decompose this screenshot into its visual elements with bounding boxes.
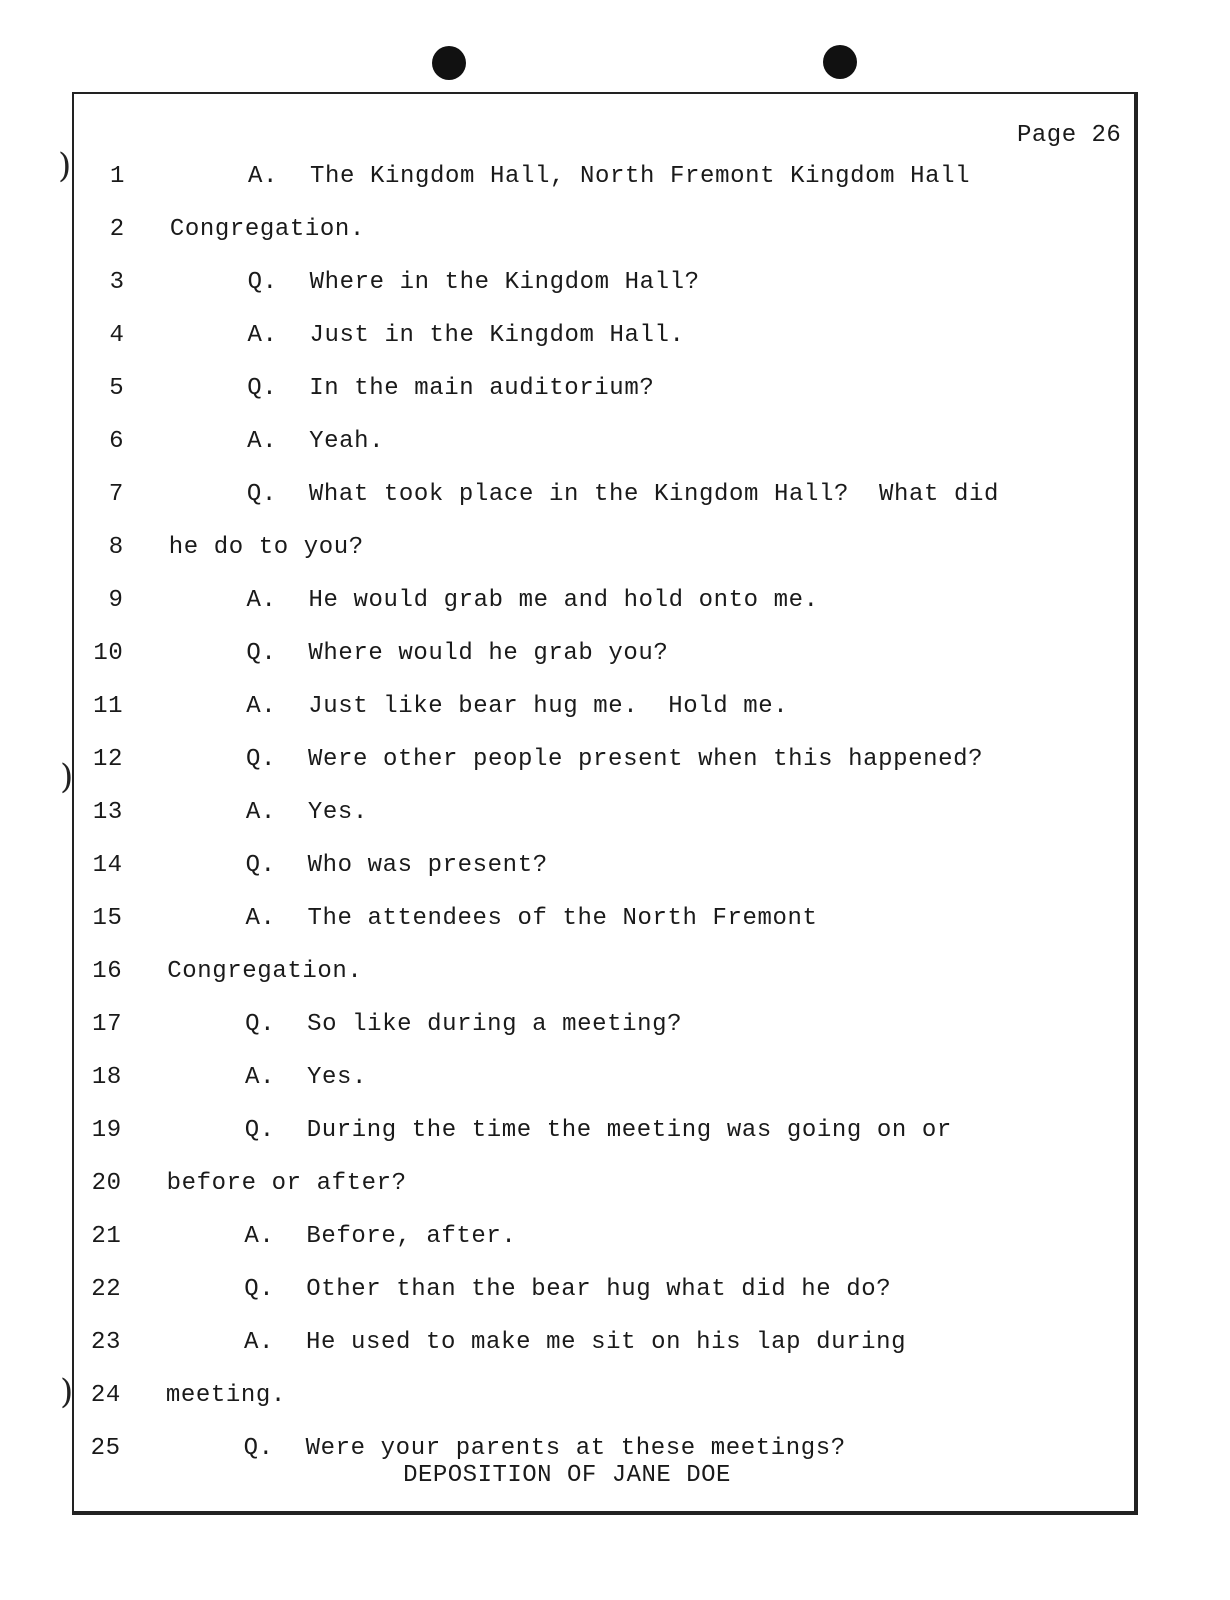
speaker-label: Q. — [244, 1117, 275, 1144]
speaker-label: A. — [244, 1329, 275, 1356]
line-number: 10 — [93, 640, 124, 667]
line-number: 15 — [92, 905, 123, 932]
speaker-label: Q. — [244, 1276, 275, 1303]
line-text: Who was present? — [307, 852, 548, 879]
transcript-line — [0, 481, 1230, 511]
transcript-line — [0, 640, 1230, 670]
line-number: 19 — [91, 1117, 122, 1144]
line-number: 23 — [91, 1329, 122, 1356]
speaker-label: A. — [247, 428, 278, 455]
line-text: Congregation. — [167, 958, 363, 985]
margin-bracket-mark: ) — [58, 146, 72, 186]
speaker-label: A. — [245, 799, 276, 826]
transcript-line — [0, 958, 1230, 988]
transcript-line — [0, 1064, 1230, 1094]
line-text: He would grab me and hold onto me. — [308, 587, 819, 614]
line-text: Congregation. — [169, 216, 365, 243]
transcript-line — [0, 1170, 1230, 1200]
speaker-label: A. — [246, 693, 277, 720]
speaker-label: Q. — [247, 375, 278, 402]
line-text: Were other people present when this happened? — [308, 746, 984, 773]
line-number: 7 — [108, 481, 124, 508]
speaker-label: Q. — [245, 1011, 276, 1038]
line-text: Yes. — [306, 1064, 367, 1091]
line-text: Where in the Kingdom Hall? — [309, 269, 700, 296]
transcript-line — [0, 1435, 1230, 1465]
transcript-line — [0, 1011, 1230, 1041]
speaker-label: A. — [248, 163, 279, 190]
speaker-label: A. — [245, 905, 276, 932]
transcript-line — [0, 1329, 1230, 1359]
line-number: 22 — [91, 1276, 122, 1303]
line-text: So like during a meeting? — [307, 1011, 683, 1038]
line-text: Other than the bear hug what did he do? — [306, 1276, 892, 1303]
line-number: 21 — [91, 1223, 122, 1250]
line-text: He used to make me sit on his lap during — [306, 1329, 907, 1356]
line-text: Just like bear hug me. Hold me. — [308, 693, 789, 720]
line-number: 14 — [92, 852, 123, 879]
speaker-label: A. — [244, 1064, 275, 1091]
line-number: 5 — [109, 375, 125, 402]
transcript-line — [0, 216, 1230, 246]
line-text: In the main auditorium? — [309, 375, 655, 402]
transcript-line — [0, 534, 1230, 564]
transcript-line — [0, 1276, 1230, 1306]
line-text: Before, after. — [306, 1223, 517, 1250]
line-number: 20 — [91, 1170, 122, 1197]
line-text: he do to you? — [168, 534, 364, 561]
transcript-line — [0, 587, 1230, 617]
line-text: Yes. — [307, 799, 368, 826]
line-number: 2 — [109, 216, 125, 243]
speaker-label: Q. — [245, 852, 276, 879]
line-number: 18 — [91, 1064, 122, 1091]
transcript-line — [0, 693, 1230, 723]
line-number: 17 — [92, 1011, 123, 1038]
line-text: meeting. — [165, 1382, 286, 1409]
transcript-line — [0, 852, 1230, 882]
transcript-line — [0, 163, 1230, 193]
line-text: Just in the Kingdom Hall. — [309, 322, 685, 349]
line-number: 25 — [90, 1435, 121, 1462]
transcript-line — [0, 905, 1230, 935]
line-text: During the time the meeting was going on or — [306, 1117, 952, 1144]
transcript-line — [0, 269, 1230, 299]
document-footer — [0, 1462, 1230, 1489]
transcript-line — [0, 746, 1230, 776]
punch-hole-left — [432, 46, 466, 80]
page-number: Page 26 — [1017, 122, 1122, 149]
line-number: 16 — [92, 958, 123, 985]
speaker-label: Q. — [247, 269, 278, 296]
transcript-line — [0, 375, 1230, 405]
line-text: What took place in the Kingdom Hall? What did — [308, 481, 1000, 508]
line-number: 12 — [93, 746, 124, 773]
line-number: 1 — [109, 163, 125, 190]
speaker-label: A. — [244, 1223, 275, 1250]
line-number: 3 — [109, 269, 125, 296]
footer-title: DEPOSITION OF JANE DOE — [403, 1462, 731, 1489]
transcript-line — [0, 1117, 1230, 1147]
line-number: 6 — [109, 428, 125, 455]
speaker-label: Q. — [246, 640, 277, 667]
transcript-line — [0, 428, 1230, 458]
line-number: 4 — [109, 322, 125, 349]
transcript-line — [0, 322, 1230, 352]
speaker-label: Q. — [243, 1435, 274, 1462]
margin-bracket-mark: ) — [60, 757, 74, 797]
punch-hole-right — [823, 45, 857, 79]
line-number: 8 — [108, 534, 124, 561]
speaker-label: Q. — [246, 481, 277, 508]
speaker-label: A. — [247, 322, 278, 349]
transcript-line — [0, 1223, 1230, 1253]
line-number: 13 — [92, 799, 123, 826]
transcript-line — [0, 1382, 1230, 1412]
line-text: Were your parents at these meetings? — [305, 1435, 846, 1462]
line-text: Yeah. — [309, 428, 385, 455]
margin-bracket-mark: ) — [60, 1372, 74, 1412]
line-text: Where would he grab you? — [308, 640, 669, 667]
line-text: before or after? — [166, 1170, 407, 1197]
line-number: 24 — [90, 1382, 121, 1409]
speaker-label: Q. — [246, 746, 277, 773]
line-text: The attendees of the North Fremont — [307, 905, 818, 932]
line-number: 9 — [108, 587, 124, 614]
line-text: The Kingdom Hall, North Fremont Kingdom Hall — [310, 163, 971, 190]
transcript-line — [0, 799, 1230, 829]
line-number: 11 — [93, 693, 124, 720]
speaker-label: A. — [246, 587, 277, 614]
